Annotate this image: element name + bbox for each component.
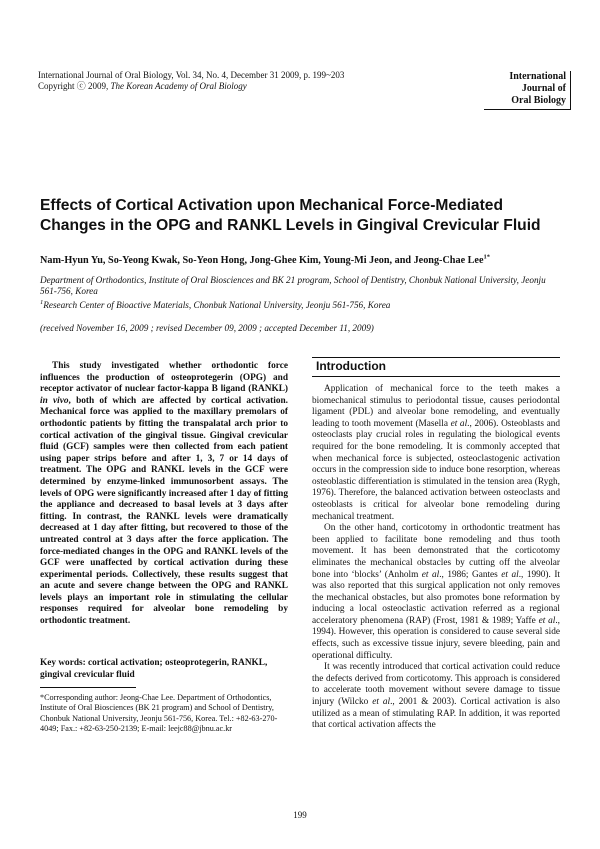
text-italic: et al	[538, 615, 556, 626]
paragraph	[312, 384, 560, 523]
abstract	[40, 361, 288, 628]
footnote-divider	[40, 687, 136, 688]
text: ., 2006). Osteoblasts and osteoclasts play crucial roles in regulating the biological events required for the bone remodeling. It is commonly accepted that when mechanical force is subjected, osteoclastogenic activation occurs in the compression side to induce bone resorption, whereas osteoblastic differentiation is stimulated in the tension area (Rygh, 1976). Therefore, the balanced activation between osteoclasts and osteoblasts is critical for alveolar bone remodeling during mechanical treatment.	[312, 418, 560, 522]
affiliation-2-text: Research Center of Bioactive Materials, Chonbuk National University, Jeonju 561-756, Korea	[43, 300, 391, 311]
text-italic: et al	[372, 697, 391, 708]
paragraph	[312, 662, 560, 732]
journal-name-line: Oral Biology	[511, 95, 566, 106]
keywords: Key words: cortical activation; osteoprotegerin, RANKL, gingival crevicular fluid	[40, 658, 268, 680]
affiliation-1: Department of Orthodontics, Institute of Oral Biosciences and BK 21 program, School of Dentistry, Chonbuk National University, Jeonju 561-756, Korea	[40, 275, 546, 296]
abstract-text: , both of which are affected by cortical activation. Mechanical force was applied to the maxillary premolars of orthodontic patients by fitting the transpalatal arch prior to cortical activation of the gingival tissue. Gingival crevicular fluid (GCF) samples were then collected from each patient using paper strips before and after 1, 3, 7 or 14 days of treatment. The OPG and RANKL levels in the GCF were determined by enzyme-linked immunosorbent assays. The levels of OPG were significantly increased after 1 day of fitting the appliance and decreased to basal levels at 3 days after fitting. In contrast, the RANKL levels were dramatically decreased at 1 day after fitting, but recovered to those of the untreated control at 3 days after the force application. The force-mediated changes in the OPG and RANKL levels of the GCF were unaffected by cortical activation during these experimental periods. Collectively, these results suggest that an acute and severe change between the OPG and RANKL levels plays an important role in stimulating the cellular responses required for alveolar bone remodeling by orthodontic treatment.	[40, 395, 289, 627]
affiliations	[40, 275, 562, 311]
page-number: 199	[293, 810, 307, 820]
abstract-italic: in vivo	[40, 395, 69, 406]
journal-citation	[38, 70, 344, 92]
text-italic: et al	[421, 569, 440, 580]
abstract-text: This study investigated whether orthodontic force influences the production of osteoprotegerin (OPG) and receptor activator of nuclear factor-kappa B ligand (RANKL)	[40, 361, 288, 395]
text: On the other hand, corticotomy in orthodontic treatment has been applied to facilitate bone remodeling and thus tooth movement. It has been demonstrated that the corticotomy eliminates the mechanical obstacles by cutting off the alveolar bone into ‘blocks’ (Anholm	[312, 523, 560, 580]
citation-line: International Journal of Oral Biology, Vol. 34, No. 4, December 31 2009, p. 199~203	[38, 70, 345, 80]
text: ., 1986; Gantes	[439, 569, 502, 580]
journal-name-line: International	[509, 71, 566, 82]
introduction-body	[312, 384, 560, 732]
text: ., 1994). However, this operation is considered to cause several side effects, such as excessive tissue injury, severe bleeding, pain and operational difficulty.	[312, 615, 561, 661]
corresponding-author-footnote: *Corresponding author: Jeong-Chae Lee. Department of Orthodontics, Institute of Oral Biosciences (BK 21 program) and School of Dentistry, Chonbuk National University, Jeonju 561-756, Korea. Tel.: +82-63-270-4049; Fax.: +82-63-250-2139; E-mail: leejc88@jbnu.ac.kr	[40, 693, 278, 734]
text-italic: et al	[501, 569, 519, 580]
section-heading: Introduction	[316, 359, 386, 373]
affiliation-2	[40, 297, 562, 311]
paragraph	[312, 523, 560, 662]
received-dates: (received November 16, 2009 ; revised December 09, 2009 ; accepted December 11, 2009)	[40, 323, 374, 333]
journal-name-line: Journal of	[521, 83, 566, 94]
text: It was recently introduced that cortical activation could reduce the defects derived from corticotomy. This approach is considered to accelerate tooth movement without severe damage to tissue injury (Wilcko	[312, 662, 560, 708]
text: ., 1990). It was also reported that this surgical application not only removes the mechanical obstacles, but also promotes bone reformation by inducing a local osteoclastic activation referred as a regional acceleratory phenomena (RAP) (Frost, 1981 & 1989; Yaffe	[312, 569, 560, 626]
copyright-line	[38, 81, 344, 92]
author-names: Nam-Hyun Yu, So-Yeong Kwak, So-Yeon Hong, Jong-Ghee Kim, Young-Mi Jeon, and Jeong-Chae Lee	[40, 255, 484, 266]
text: ., 2001 & 2003). Cortical activation is also utilized as a mean of stimulating RAP. In addition, it was reported that cortical activation affects the	[312, 697, 560, 731]
journal-name-box	[484, 71, 571, 110]
copyright-academy: The Korean Academy of Oral Biology	[110, 81, 247, 91]
affiliation-mark: 1	[40, 299, 44, 306]
author-mark: 1*	[483, 253, 490, 261]
text: Application of mechanical force to the teeth makes a biomechanical stimulus to periodontal tissue, causes periodontal ligament (PDL) and alveolar bone remodeling, and eventually leading to tooth movement (Masella	[312, 384, 560, 429]
text-italic: et al	[450, 418, 468, 429]
author-list	[40, 254, 490, 267]
paper-title: Effects of Cortical Activation upon Mechanical Force-Mediated Changes in the OPG and RANKL Levels in Gingival Crevicular Fluid	[40, 197, 541, 234]
copyright-prefix: Copyright ⓒ 2009,	[38, 81, 111, 91]
